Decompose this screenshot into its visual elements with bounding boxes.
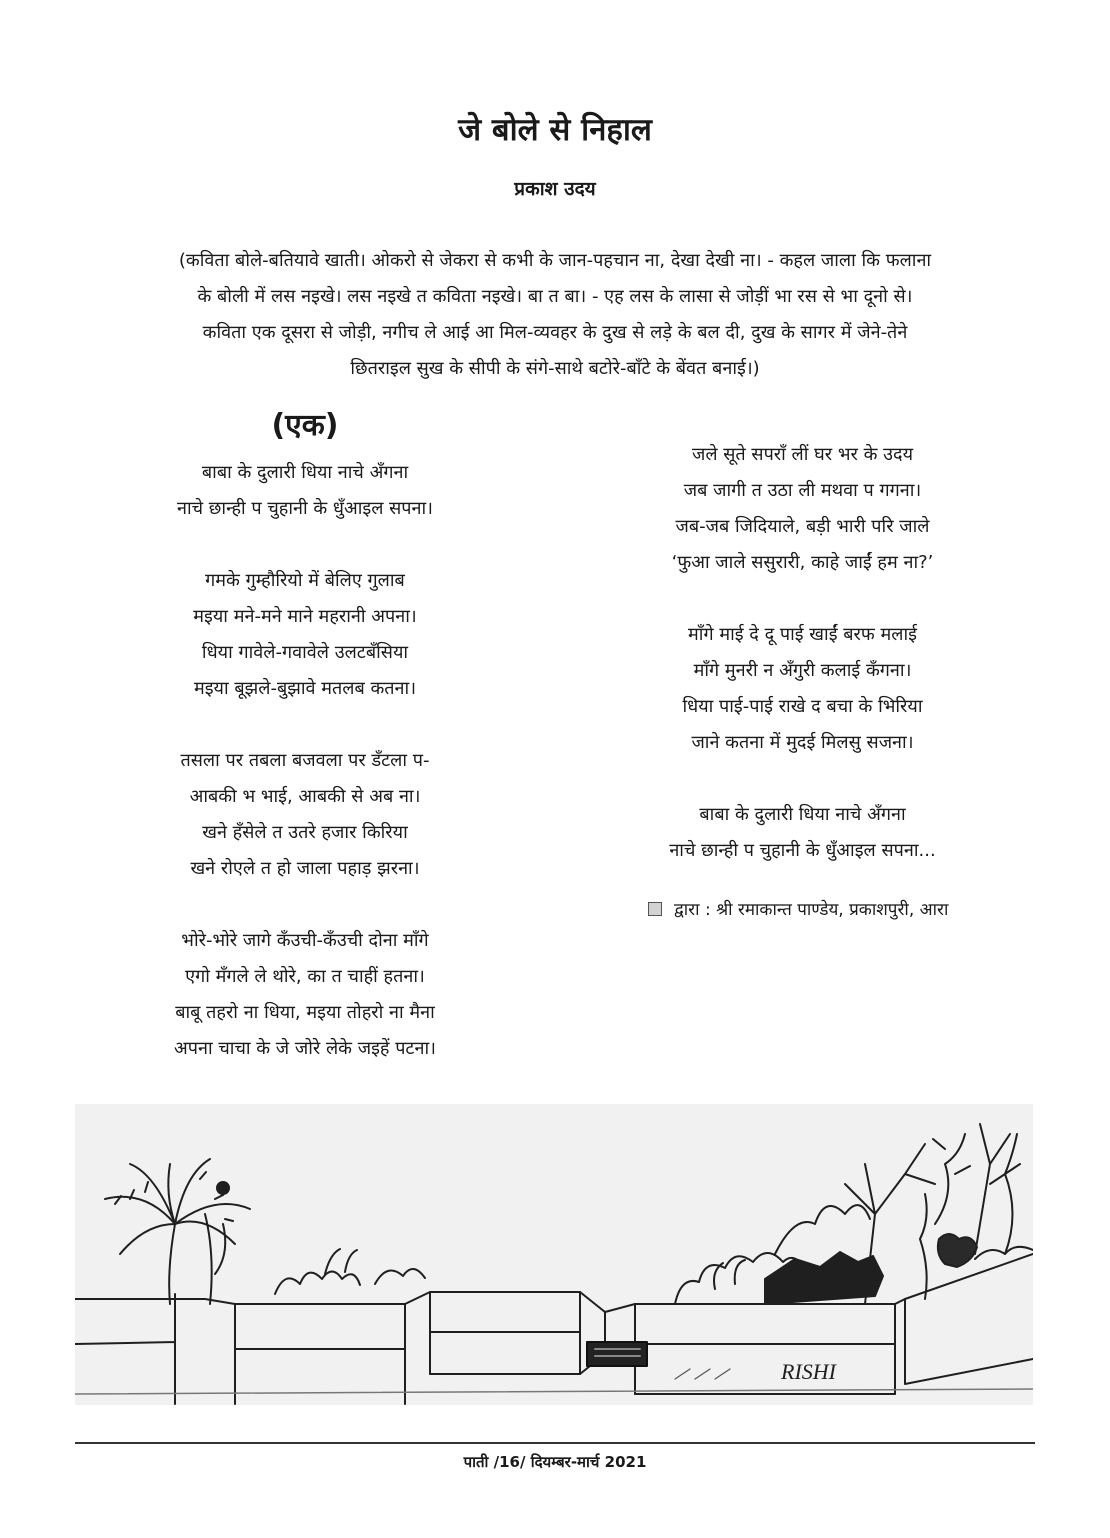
contributor-credit xyxy=(648,897,948,920)
intro-line: छितराइल सुख के सीपी के संगे-साथे बटोरे-बाँटे के बेंवत बनाई।) xyxy=(350,358,760,379)
poem-line: नाचे छान्ही प चुहानी के धुँआइल सपना। xyxy=(176,498,434,519)
poem-line: अपना चाचा के जे जोरे लेके जइहें पटना। xyxy=(174,1038,436,1059)
poem-line: ‘फुआ जाले ससुरारी, काहे जाईं हम ना?’ xyxy=(671,552,934,573)
wall-window-drawing xyxy=(587,1342,647,1366)
poem-line: खने रोएले त हो जाला पहाड़ झरना। xyxy=(190,858,420,879)
poem-line: खने हँसेले त उतरे हजार किरिया xyxy=(202,822,408,843)
bullet-square-icon xyxy=(648,902,662,916)
poem-line: एगो मँगले ले थोरे, का त चाहीं हतना। xyxy=(185,966,425,987)
poem-line: माँगे मुनरी न अँगुरी कलाई कँगना। xyxy=(693,660,912,681)
bushes-drawing xyxy=(675,1205,883,1304)
stanza xyxy=(110,455,500,527)
wall-drawing xyxy=(75,1254,1033,1404)
stanza xyxy=(605,617,1000,761)
intro-line: के बोली में लस नइखे। लस नइखे त कविता नइखे। बा त बा। - एह लस के लासा से जोड़ीं भा रस से भा दूनो से। xyxy=(197,286,913,307)
section-heading: (एक) xyxy=(271,408,339,443)
poem-line: मइया मने-मने माने महरानी अपना। xyxy=(193,606,417,627)
page-footer: पाती /16/ दियम्बर-मार्च 2021 xyxy=(463,1453,647,1471)
poem-line: जाने कतना में मुदई मिलसु सजना। xyxy=(691,732,914,753)
poem-line: जब-जब जिदियाले, बड़ी भारी परि जाले xyxy=(675,516,930,537)
page-title: जे बोले से निहाल xyxy=(458,112,652,148)
poem-line: गमके गुम्हौरियो में बेलिए गुलाब xyxy=(205,570,405,591)
stanza xyxy=(605,437,1000,581)
poem-line: आबकी भ भाई, आबकी से अब ना। xyxy=(189,786,421,807)
poem-line: नाचे छान्ही प चुहानी के धुँआइल सपना... xyxy=(669,840,936,861)
stanza xyxy=(110,923,500,1067)
poem-line: मइया बूझले-बुझावे मतलब कतना। xyxy=(193,678,417,699)
stanza xyxy=(110,743,500,887)
poem-line: भोरे-भोरे जागे कँउची-कँउची दोना माँगे xyxy=(181,930,429,951)
poem-line: माँगे माई दे दू पाई खाईं बरफ मलाई xyxy=(688,624,917,645)
footer-divider xyxy=(75,1442,1035,1444)
poem-line: जले सूते सपराँ लीं घर भर के उदय xyxy=(691,444,914,465)
poem-line: जब जागी त उठा ली मथवा प गगना। xyxy=(683,480,922,501)
intro-paragraph xyxy=(84,243,1026,387)
poem-line: तसला पर तबला बजवला पर डँटला प- xyxy=(180,750,430,771)
sketch-fruit-dot xyxy=(216,1181,230,1195)
poem-left-column xyxy=(110,455,500,1103)
stanza xyxy=(110,563,500,707)
intro-line: कविता एक दूसरा से जोड़ी, नगीच ले आई आ मिल-व्यवहर के दुख से लड़े के बल दी, दुख के सागर में जेने-तेने xyxy=(202,322,908,343)
illustration-sketch xyxy=(75,1104,1033,1405)
artist-signature: RISHI xyxy=(781,1359,836,1384)
stanza xyxy=(605,797,1000,869)
poem-line: बाबा के दुलारी धिया नाचे अँगना xyxy=(201,462,409,483)
author-name: प्रकाश उदय xyxy=(514,178,596,200)
poem-line: बाबू तहरो ना धिया, मइया तोहरो ना मैना xyxy=(175,1002,435,1023)
credit-text: द्वारा : श्री रमाकान्त पाण्डेय, प्रकाशपुरी, आरा xyxy=(674,900,949,920)
poem-line: धिया पाई-पाई राखे द बचा के भिरिया xyxy=(682,696,923,717)
palm-tree-drawing xyxy=(105,1159,250,1304)
poem-line: बाबा के दुलारी धिया नाचे अँगना xyxy=(699,804,906,825)
poem-right-column xyxy=(605,437,1000,905)
intro-line: (कविता बोले-बतियावे खाती। ओकरो से जेकरा से कभी के जान-पहचान ना, देखा देखी ना। - कहल जाला कि फलाना xyxy=(178,250,932,271)
poem-line: धिया गावेले-गवावेले उलटबँसिया xyxy=(201,642,409,663)
